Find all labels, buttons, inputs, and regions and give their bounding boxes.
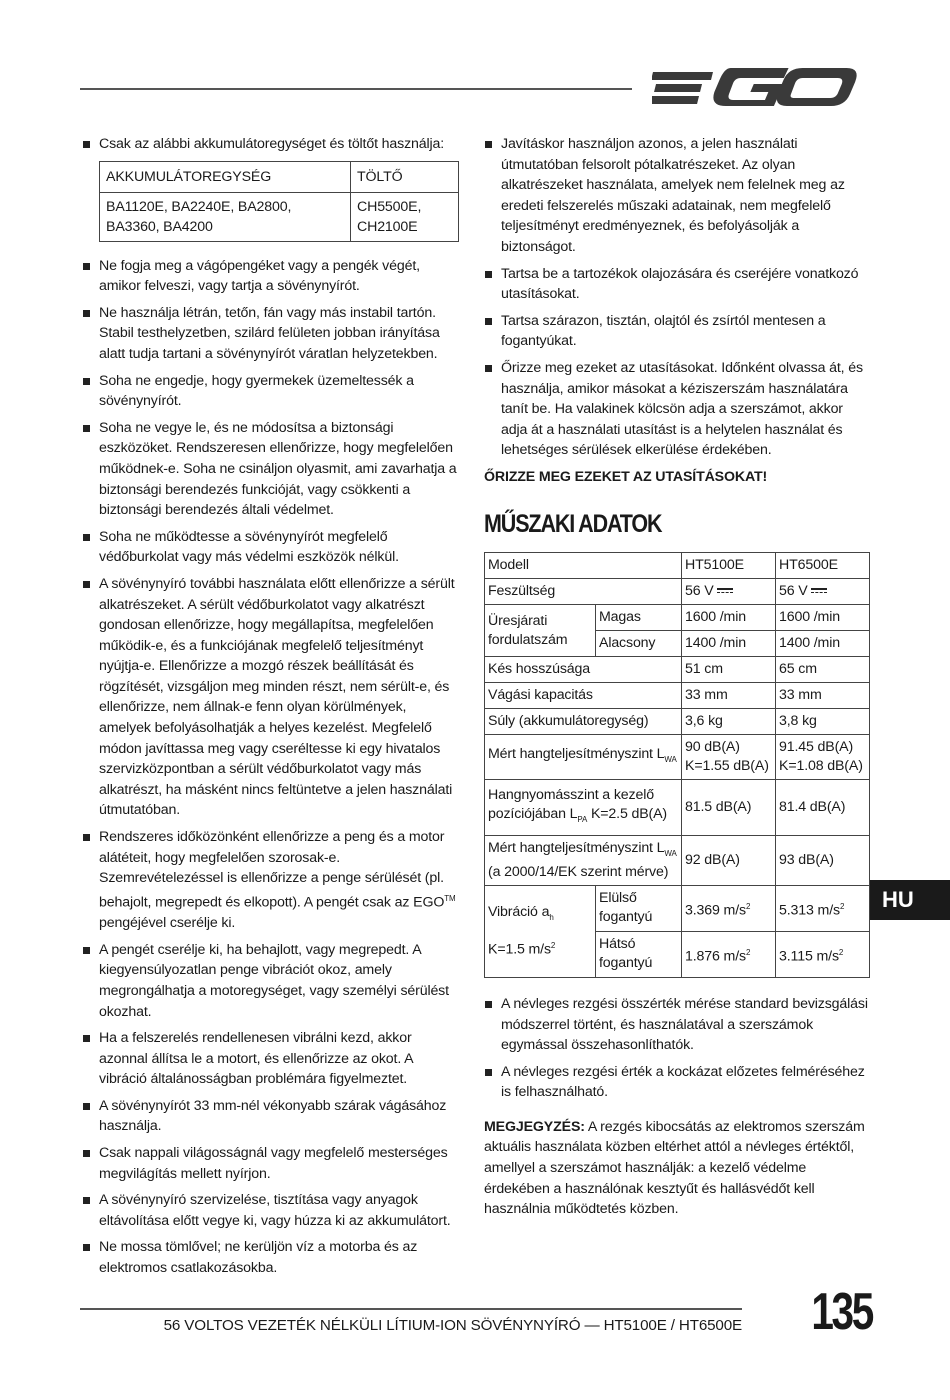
list-item-text: Ne használja létrán, tetőn, fán vagy más instabil tartón. Stabil testhelyzetben, szilárd felületen jobban irányítása alatt tudja tartani a sövénynyírót váratlan helyzetekben. <box>99 304 440 362</box>
spec-value-cell <box>682 735 776 780</box>
list-item <box>82 371 460 412</box>
list-item-text: Őrizze meg ezeket az utasításokat. Időnként olvassa át, és használja, amikor másokat a kéziszerszám használatára tanít be. Ha valakinek kölcsön adja a szerszámot, akkor adja át a használati utasítást is a helytelen használat és lehetséges sérülések elkerülése érdekében. <box>501 359 863 459</box>
list-item-text: A sövénynyíró szervizelése, tisztítása vagy anyagok eltávolítása előtt vegye ki, vagy húzza ki az akkumulátort. <box>99 1192 451 1229</box>
table-cell: BA1120E, BA2240E, BA2800, BA3360, BA4200 <box>100 192 351 241</box>
bullet-icon <box>83 581 90 588</box>
spec-value: 56 V <box>779 583 808 600</box>
spec-value: 92 dB(A) <box>682 836 776 886</box>
bullet-icon <box>83 947 90 954</box>
list-item <box>82 303 460 365</box>
list-item-text: A pengét cserélje ki, ha behajlott, vagy megrepedt. A kiegyensúlyozatlan penge vibrációt okoz, amely megrongálhatja a motoregységet, vagy személyi sérülést okozhat. <box>99 941 449 1020</box>
trademark-mark: TM <box>444 893 456 903</box>
bullet-icon <box>83 310 90 317</box>
spec-label: Súly (akkumulátoregység) <box>485 709 682 735</box>
spec-value: 1600 /min <box>682 605 776 631</box>
footer-title: 56 VOLTOS VEZETÉK NÉLKÜLI LÍTIUM-ION SÖVÉNYNYÍRÓ — HT5100E / HT6500E <box>163 1317 742 1334</box>
bullet-icon <box>485 271 492 278</box>
spec-label-cell <box>485 780 682 836</box>
list-item <box>484 134 870 258</box>
spec-value: 81.5 dB(A) <box>682 780 776 836</box>
spec-value: K=1.08 dB(A) <box>779 758 863 775</box>
dc-symbol-icon <box>717 587 733 595</box>
list-item-text: Tartsa szárazon, tisztán, olajtól és zsírtól mentesen a fogantyúkat. <box>501 312 826 350</box>
spec-label: pozíciójában L <box>488 806 578 823</box>
page-number: 135 <box>811 1283 872 1341</box>
list-item-text: Ne fogja meg a vágópengéket vagy a pengék végét, amikor felveszi, vagy tartja a sövénynyírót. <box>99 257 420 295</box>
list-item <box>484 358 870 461</box>
spec-sublabel: Magas <box>596 605 682 631</box>
list-item-text: A névleges rezgési összérték mérése standard bevizsgálási módszerrel történt, és használatával a szerszámok egymással összehasonlíthatók. <box>501 995 868 1054</box>
spec-value-cell <box>776 579 870 605</box>
bullet-icon <box>485 1069 492 1076</box>
spec-subscript: h <box>549 912 554 922</box>
list-item <box>82 1096 460 1137</box>
spec-value-cell <box>776 885 870 931</box>
spec-value-cell <box>682 885 776 931</box>
bullet-icon <box>83 1150 90 1157</box>
spec-label: Mért hangteljesítményszint L <box>488 840 665 857</box>
bullet-icon <box>83 263 90 270</box>
list-item <box>82 418 460 521</box>
list-item <box>484 264 870 305</box>
spec-value: HT6500E <box>776 553 870 579</box>
list-item-text: Csak nappali világosságnál vagy megfelelő mesterséges megvilágítás mellett nyírjon. <box>99 1145 448 1182</box>
spec-label: Üresjárati fordulatszám <box>485 605 596 657</box>
bullet-icon <box>485 318 492 325</box>
spec-label: K=2.5 dB(A) <box>587 806 668 823</box>
spec-value: 1600 /min <box>776 605 870 631</box>
spec-label-cell <box>485 836 682 886</box>
spec-sublabel: Hátsó fogantyú <box>596 931 682 977</box>
note-label: MEGJEGYZÉS: <box>484 1118 585 1135</box>
list-item-text: A sövénynyírót 33 mm-nél vékonyabb szárak vágásához használja. <box>99 1097 447 1135</box>
spec-superscript: 2 <box>745 901 751 911</box>
left-column <box>82 134 460 1285</box>
spec-label: Feszültség <box>485 579 682 605</box>
spec-value: 90 dB(A) <box>685 739 740 756</box>
table-header: AKKUMULÁTOREGYSÉG <box>100 161 351 192</box>
spec-label: Modell <box>485 553 682 579</box>
spec-value: 81.4 dB(A) <box>776 780 870 836</box>
spec-value: 1400 /min <box>776 631 870 657</box>
spec-value: 1.876 m/s <box>685 948 746 965</box>
spec-value: 65 cm <box>776 657 870 683</box>
bullet-icon <box>485 141 492 148</box>
footer-rule <box>80 1308 742 1310</box>
note-paragraph <box>484 1117 870 1220</box>
spec-label-line <box>488 936 592 960</box>
list-item <box>82 1028 460 1090</box>
section-title: MŰSZAKI ADATOK <box>484 509 662 538</box>
list-item-text: Soha ne engedje, hogy gyermekek üzemeltessék a sövénynyírót. <box>99 372 414 410</box>
list-item <box>484 1062 870 1103</box>
spec-value: 3,6 kg <box>682 709 776 735</box>
list-item <box>82 1237 460 1278</box>
list-item-text: Soha ne működtesse a sövénynyírót megfelelő védőburkolat vagy más védelmi eszközök nélkül. <box>99 528 399 566</box>
spec-value: 56 V <box>685 583 714 600</box>
spec-value: 3.369 m/s <box>685 902 746 919</box>
spec-value: HT5100E <box>682 553 776 579</box>
header-rule <box>80 88 632 90</box>
list-item-text: Csak az alábbi akkumulátoregységet és töltőt használja: <box>99 136 445 152</box>
bullet-icon <box>83 534 90 541</box>
list-item-text: Tartsa be a tartozékok olajozására és cseréjére vonatkozó utasításokat. <box>501 265 859 303</box>
list-item <box>82 940 460 1022</box>
spec-subscript: PA <box>577 815 588 824</box>
spec-value: 5.313 m/s <box>779 902 840 919</box>
spec-value-cell <box>682 579 776 605</box>
table-header: TÖLTŐ <box>351 161 459 192</box>
spec-value: 33 mm <box>776 683 870 709</box>
spec-subscript: WA <box>664 755 677 764</box>
spec-table <box>484 552 870 978</box>
list-item <box>82 1143 460 1184</box>
spec-label: Vibráció a <box>488 903 550 920</box>
bullet-icon <box>485 365 492 372</box>
list-item <box>82 256 460 297</box>
list-item <box>82 827 460 934</box>
spec-value: 91.45 dB(A) <box>779 739 854 756</box>
bullet-icon <box>83 1244 90 1251</box>
spec-value: K=1.55 dB(A) <box>685 758 769 775</box>
spec-label-cell <box>485 735 682 780</box>
list-item-text: Ne mossa tömlővel; ne kerüljön víz a motorba és az elektromos csatlakozásokba. <box>99 1239 418 1277</box>
spec-superscript: 2 <box>838 947 844 957</box>
spec-sublabel: Elülső fogantyú <box>596 885 682 931</box>
list-item <box>82 1190 460 1231</box>
list-item-text: Javításkor használjon azonos, a jelen használati útmutatóban felsorolt pótalkatrészeket. Az olyan alkatrészeket használata, amelyek nem felelnek meg az eredeti felszerelés műszaki adatainak, nem megfelelő teljesítményt eredményeznek, és befolyásolják a biztonságot. <box>501 136 845 255</box>
spec-subscript: WA <box>664 848 677 858</box>
list-item <box>484 311 870 352</box>
spec-label: K=1.5 m/s <box>488 942 551 959</box>
list-item <box>82 134 460 155</box>
spec-value-cell <box>776 931 870 977</box>
spec-label: Kés hosszúsága <box>485 657 682 683</box>
spec-value-cell <box>682 931 776 977</box>
spec-label-cell <box>485 885 596 977</box>
spec-label: Mért hangteljesítményszint L <box>488 746 665 763</box>
note-text: A rezgés kibocsátás az elektromos szerszám aktuális használata közben eltérhet attól a névleges értéktől, amellyel a szerszámot használják: a kezelő védelme érdekében a használónak kesztyűt és hallásvédőt kell használnia működtetés közben. <box>484 1118 865 1218</box>
list-item-text: A névleges rezgési érték a kockázat előzetes felméréséhez is felhasználható. <box>501 1063 865 1101</box>
spec-value: 33 mm <box>682 683 776 709</box>
bullet-icon <box>83 1035 90 1042</box>
spec-value: 1400 /min <box>682 631 776 657</box>
battery-charger-table <box>99 161 459 242</box>
language-tab: HU <box>870 880 950 920</box>
list-item-text: Rendszeres időközönként ellenőrizze a peng és a motor alátéteit, hogy megfelelően szorosak-e. Szemrevételezéssel is ellenőrizze a penge sérülését (pl. behajolt, megrepedt és elkopott). A pengét csak az EGO <box>99 829 445 911</box>
spec-value: 3.115 m/s <box>779 948 839 965</box>
spec-value-cell <box>776 735 870 780</box>
bullet-icon <box>83 378 90 385</box>
bullet-icon <box>83 1103 90 1110</box>
bullet-icon <box>83 834 90 841</box>
spec-value: 51 cm <box>682 657 776 683</box>
bullet-icon <box>83 141 90 148</box>
spec-sublabel: Alacsony <box>596 631 682 657</box>
spec-label: Vágási kapacitás <box>485 683 682 709</box>
list-item-text: Ha a felszerelés rendellenesen vibrálni kezd, akkor azonnal állítsa le a motort, és ellenőrizze az okot. A vibráció általánosságban problémára figyelmeztet. <box>99 1030 413 1088</box>
spec-label: Hangnyomásszint a kezelő <box>488 787 654 804</box>
dc-symbol-icon <box>811 587 827 595</box>
right-column <box>484 134 870 1220</box>
list-item-text: A sövénynyíró további használata előtt ellenőrizze a sérült alkatrészeket. A sérült védőburkolatot vagy alkatrészt gondosan ellenőrizze, hogy megállapítsa, megfelelően működik-e, és a funkciójának megfelelő teljesítményt nyújtja-e. Ellenőrizze a mozgó részek beállítását és rögzítését, vizsgáljon meg minden részt, nem sérült-e, és ellenőrizze, nem állnak-e fenn olyan körülmények, amelyek befolyásolhatják a helyes kezelést. Megfelelő módon javíttassa meg vagy cseréltesse ki egy hivatalos szervizközpontban a sérült védőburkolatot vagy más alkatrészt, ha másként nincs feltüntetve a jelen használati útmutatóban. <box>99 575 455 819</box>
spec-value: 3,8 kg <box>776 709 870 735</box>
spec-superscript: 2 <box>550 941 556 951</box>
list-item <box>484 994 870 1056</box>
bullet-icon <box>485 1001 492 1008</box>
spec-label: (a 2000/14/EK szerint mérve) <box>488 863 669 880</box>
table-cell: CH5500E, CH2100E <box>351 192 459 241</box>
bullet-icon <box>83 1197 90 1204</box>
spec-superscript: 2 <box>745 947 751 957</box>
keep-instructions-notice: ŐRIZZE MEG EZEKET AZ UTASÍTÁSOKAT! <box>484 468 768 485</box>
spec-value: 93 dB(A) <box>776 836 870 886</box>
list-item-text: pengéjével cserélje ki. <box>99 915 236 932</box>
ego-logo <box>652 60 862 116</box>
list-item <box>82 574 460 821</box>
list-item <box>82 527 460 568</box>
spec-superscript: 2 <box>839 901 845 911</box>
list-item-text: Soha ne vegye le, és ne módosítsa a biztonsági eszközöket. Rendszeresen ellenőrizze, hogy megfelelően működnek-e. Soha ne csináljon olyasmit, ami zavarhatja a biztonsági berendezés funkcióját, vagy csökkenti a biztonsági berendezés általi védelmet. <box>99 419 457 519</box>
bullet-icon <box>83 425 90 432</box>
